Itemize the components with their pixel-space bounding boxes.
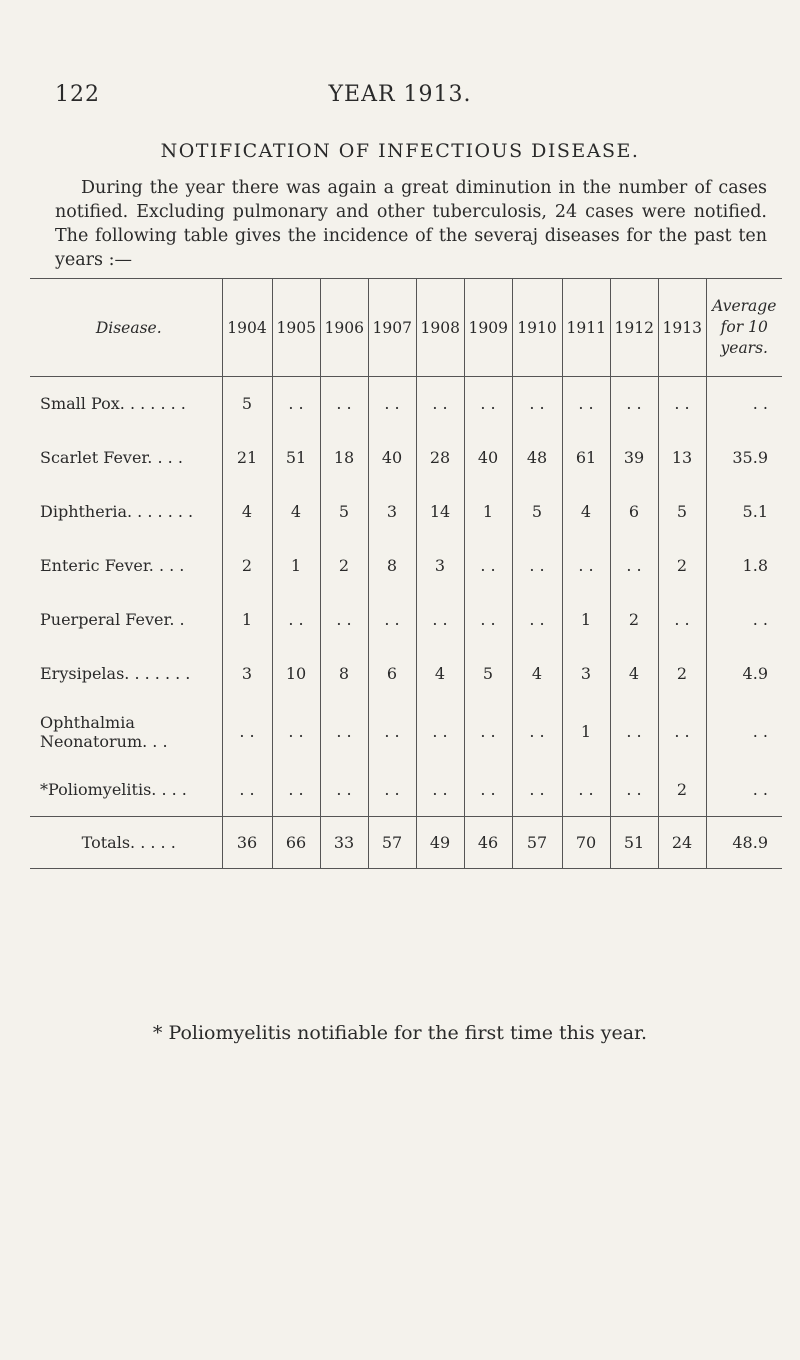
count-cell: . . <box>222 701 272 763</box>
count-cell: 4 <box>610 647 658 701</box>
count-cell: 5 <box>512 485 562 539</box>
count-cell: . . <box>368 763 416 817</box>
column-header-1906: 1906 <box>320 279 368 377</box>
running-title: YEAR 1913. <box>328 82 472 107</box>
count-cell: . . <box>610 763 658 817</box>
count-cell: . . <box>658 377 706 431</box>
count-cell: 1 <box>272 539 320 593</box>
count-cell: . . <box>368 377 416 431</box>
count-cell: . . <box>320 593 368 647</box>
count-cell: . . <box>658 593 706 647</box>
disease-name-cell: Scarlet Fever. . . . <box>40 448 183 467</box>
totals-cell: 36 <box>222 817 272 869</box>
count-cell: 8 <box>368 539 416 593</box>
totals-label-cell: Totals. . . . . <box>30 817 222 869</box>
disease-name-cell: Small Pox. . . . . . . <box>40 394 186 414</box>
column-header-1913: 1913 <box>658 279 706 377</box>
average-cell: . . <box>706 377 782 431</box>
average-cell: 5.1 <box>706 485 782 539</box>
count-cell: 4 <box>512 647 562 701</box>
count-cell: . . <box>272 763 320 817</box>
totals-cell: 48.9 <box>706 817 782 869</box>
count-cell: 4 <box>416 647 464 701</box>
column-header-1911: 1911 <box>562 279 610 377</box>
running-head <box>55 82 745 112</box>
count-cell: 13 <box>658 431 706 485</box>
count-cell: 1 <box>222 593 272 647</box>
count-cell: . . <box>416 763 464 817</box>
intro-paragraph: During the year there was again a great diminution in the number of cases notified. Excluding pulmonary and other tuberculosis, 24 cases were notified. The following table gives the incidence of the severaj diseases for the past ten years :— <box>55 178 767 270</box>
average-cell: 35.9 <box>706 431 782 485</box>
count-cell: 2 <box>658 647 706 701</box>
average-cell: 1.8 <box>706 539 782 593</box>
count-cell: 2 <box>222 539 272 593</box>
count-cell: 10 <box>272 647 320 701</box>
disease-name-cell: Diphtheria. . . . . . . <box>40 502 194 521</box>
count-cell: 6 <box>368 647 416 701</box>
count-cell: 2 <box>320 539 368 593</box>
count-cell: 5 <box>658 485 706 539</box>
count-cell: . . <box>464 377 512 431</box>
count-cell: 28 <box>416 431 464 485</box>
footnote: * Poliomyelitis notifiable for the first time this year. <box>152 1022 648 1044</box>
count-cell: . . <box>416 593 464 647</box>
totals-cell: 49 <box>416 817 464 869</box>
table-row-ophthalmia-neonatorum <box>30 701 782 763</box>
count-cell: 3 <box>222 647 272 701</box>
column-header-1912: 1912 <box>610 279 658 377</box>
count-cell: 18 <box>320 431 368 485</box>
count-cell: . . <box>464 763 512 817</box>
count-cell: . . <box>610 701 658 763</box>
column-header-1909: 1909 <box>464 279 512 377</box>
count-cell: . . <box>416 701 464 763</box>
table-row-erysipelas <box>30 647 782 701</box>
page-number: 122 <box>55 82 100 107</box>
average-cell: . . <box>706 763 782 817</box>
totals-cell: 33 <box>320 817 368 869</box>
count-cell: 4 <box>562 485 610 539</box>
count-cell: . . <box>562 539 610 593</box>
table-row-diphtheria <box>30 485 782 539</box>
count-cell: 8 <box>320 647 368 701</box>
count-cell: . . <box>368 593 416 647</box>
count-cell: 2 <box>658 539 706 593</box>
count-cell: 2 <box>658 763 706 817</box>
disease-name-cell: Enteric Fever. . . . <box>40 556 185 575</box>
disease-name-cell: *Poliomyelitis. . . . <box>40 779 187 799</box>
count-cell: 39 <box>610 431 658 485</box>
count-cell: 1 <box>562 593 610 647</box>
disease-name-cell: Puerperal Fever. . <box>40 610 185 629</box>
count-cell: 1 <box>562 701 610 763</box>
count-cell: . . <box>416 377 464 431</box>
count-cell: 3 <box>416 539 464 593</box>
notification-table-wrap <box>30 278 782 869</box>
count-cell: 61 <box>562 431 610 485</box>
count-cell: 5 <box>320 485 368 539</box>
totals-cell: 70 <box>562 817 610 869</box>
count-cell: . . <box>272 701 320 763</box>
count-cell: . . <box>320 377 368 431</box>
disease-name-cell: Ophthalmia Neonatorum. . . <box>40 712 168 751</box>
count-cell: 40 <box>464 431 512 485</box>
count-cell: 2 <box>610 593 658 647</box>
count-cell: . . <box>320 763 368 817</box>
count-cell: . . <box>512 377 562 431</box>
count-cell: . . <box>512 539 562 593</box>
table-row-scarlet-fever <box>30 431 782 485</box>
totals-cell: 46 <box>464 817 512 869</box>
count-cell: . . <box>562 763 610 817</box>
column-header-average: Average for 10 years. <box>706 279 782 377</box>
column-header-1907: 1907 <box>368 279 416 377</box>
column-header-1905: 1905 <box>272 279 320 377</box>
count-cell: . . <box>464 701 512 763</box>
count-cell: 6 <box>610 485 658 539</box>
count-cell: 51 <box>272 431 320 485</box>
count-cell: 48 <box>512 431 562 485</box>
count-cell: 3 <box>562 647 610 701</box>
count-cell: 5 <box>222 377 272 431</box>
count-cell: 21 <box>222 431 272 485</box>
table-row-enteric-fever <box>30 539 782 593</box>
table-row-totals <box>30 817 782 869</box>
column-header-1904: 1904 <box>222 279 272 377</box>
count-cell: 40 <box>368 431 416 485</box>
disease-name-cell: Erysipelas. . . . . . . <box>40 664 191 683</box>
count-cell: . . <box>368 701 416 763</box>
count-cell: 1 <box>464 485 512 539</box>
count-cell: 4 <box>222 485 272 539</box>
average-cell: . . <box>706 701 782 763</box>
average-cell: 4.9 <box>706 647 782 701</box>
count-cell: 14 <box>416 485 464 539</box>
count-cell: . . <box>512 763 562 817</box>
count-cell: . . <box>512 593 562 647</box>
section-title: NOTIFICATION OF INFECTIOUS DISEASE. <box>160 140 640 162</box>
count-cell: . . <box>272 377 320 431</box>
totals-cell: 51 <box>610 817 658 869</box>
table-header-row <box>30 279 782 377</box>
column-header-disease: Disease. <box>30 279 222 377</box>
count-cell: . . <box>272 593 320 647</box>
count-cell: . . <box>658 701 706 763</box>
count-cell: . . <box>464 539 512 593</box>
totals-cell: 24 <box>658 817 706 869</box>
column-header-1908: 1908 <box>416 279 464 377</box>
count-cell: 3 <box>368 485 416 539</box>
count-cell: . . <box>610 377 658 431</box>
table-row-small-pox <box>30 377 782 431</box>
average-cell: . . <box>706 593 782 647</box>
column-header-1910: 1910 <box>512 279 562 377</box>
count-cell: . . <box>320 701 368 763</box>
totals-cell: 57 <box>512 817 562 869</box>
count-cell: . . <box>222 763 272 817</box>
totals-cell: 66 <box>272 817 320 869</box>
count-cell: . . <box>464 593 512 647</box>
count-cell: 5 <box>464 647 512 701</box>
notification-table <box>30 278 782 869</box>
count-cell: . . <box>610 539 658 593</box>
count-cell: 4 <box>272 485 320 539</box>
table-row-puerperal-fever <box>30 593 782 647</box>
count-cell: . . <box>512 701 562 763</box>
count-cell: . . <box>562 377 610 431</box>
totals-cell: 57 <box>368 817 416 869</box>
table-row-poliomyelitis <box>30 763 782 817</box>
table-body <box>30 377 782 869</box>
